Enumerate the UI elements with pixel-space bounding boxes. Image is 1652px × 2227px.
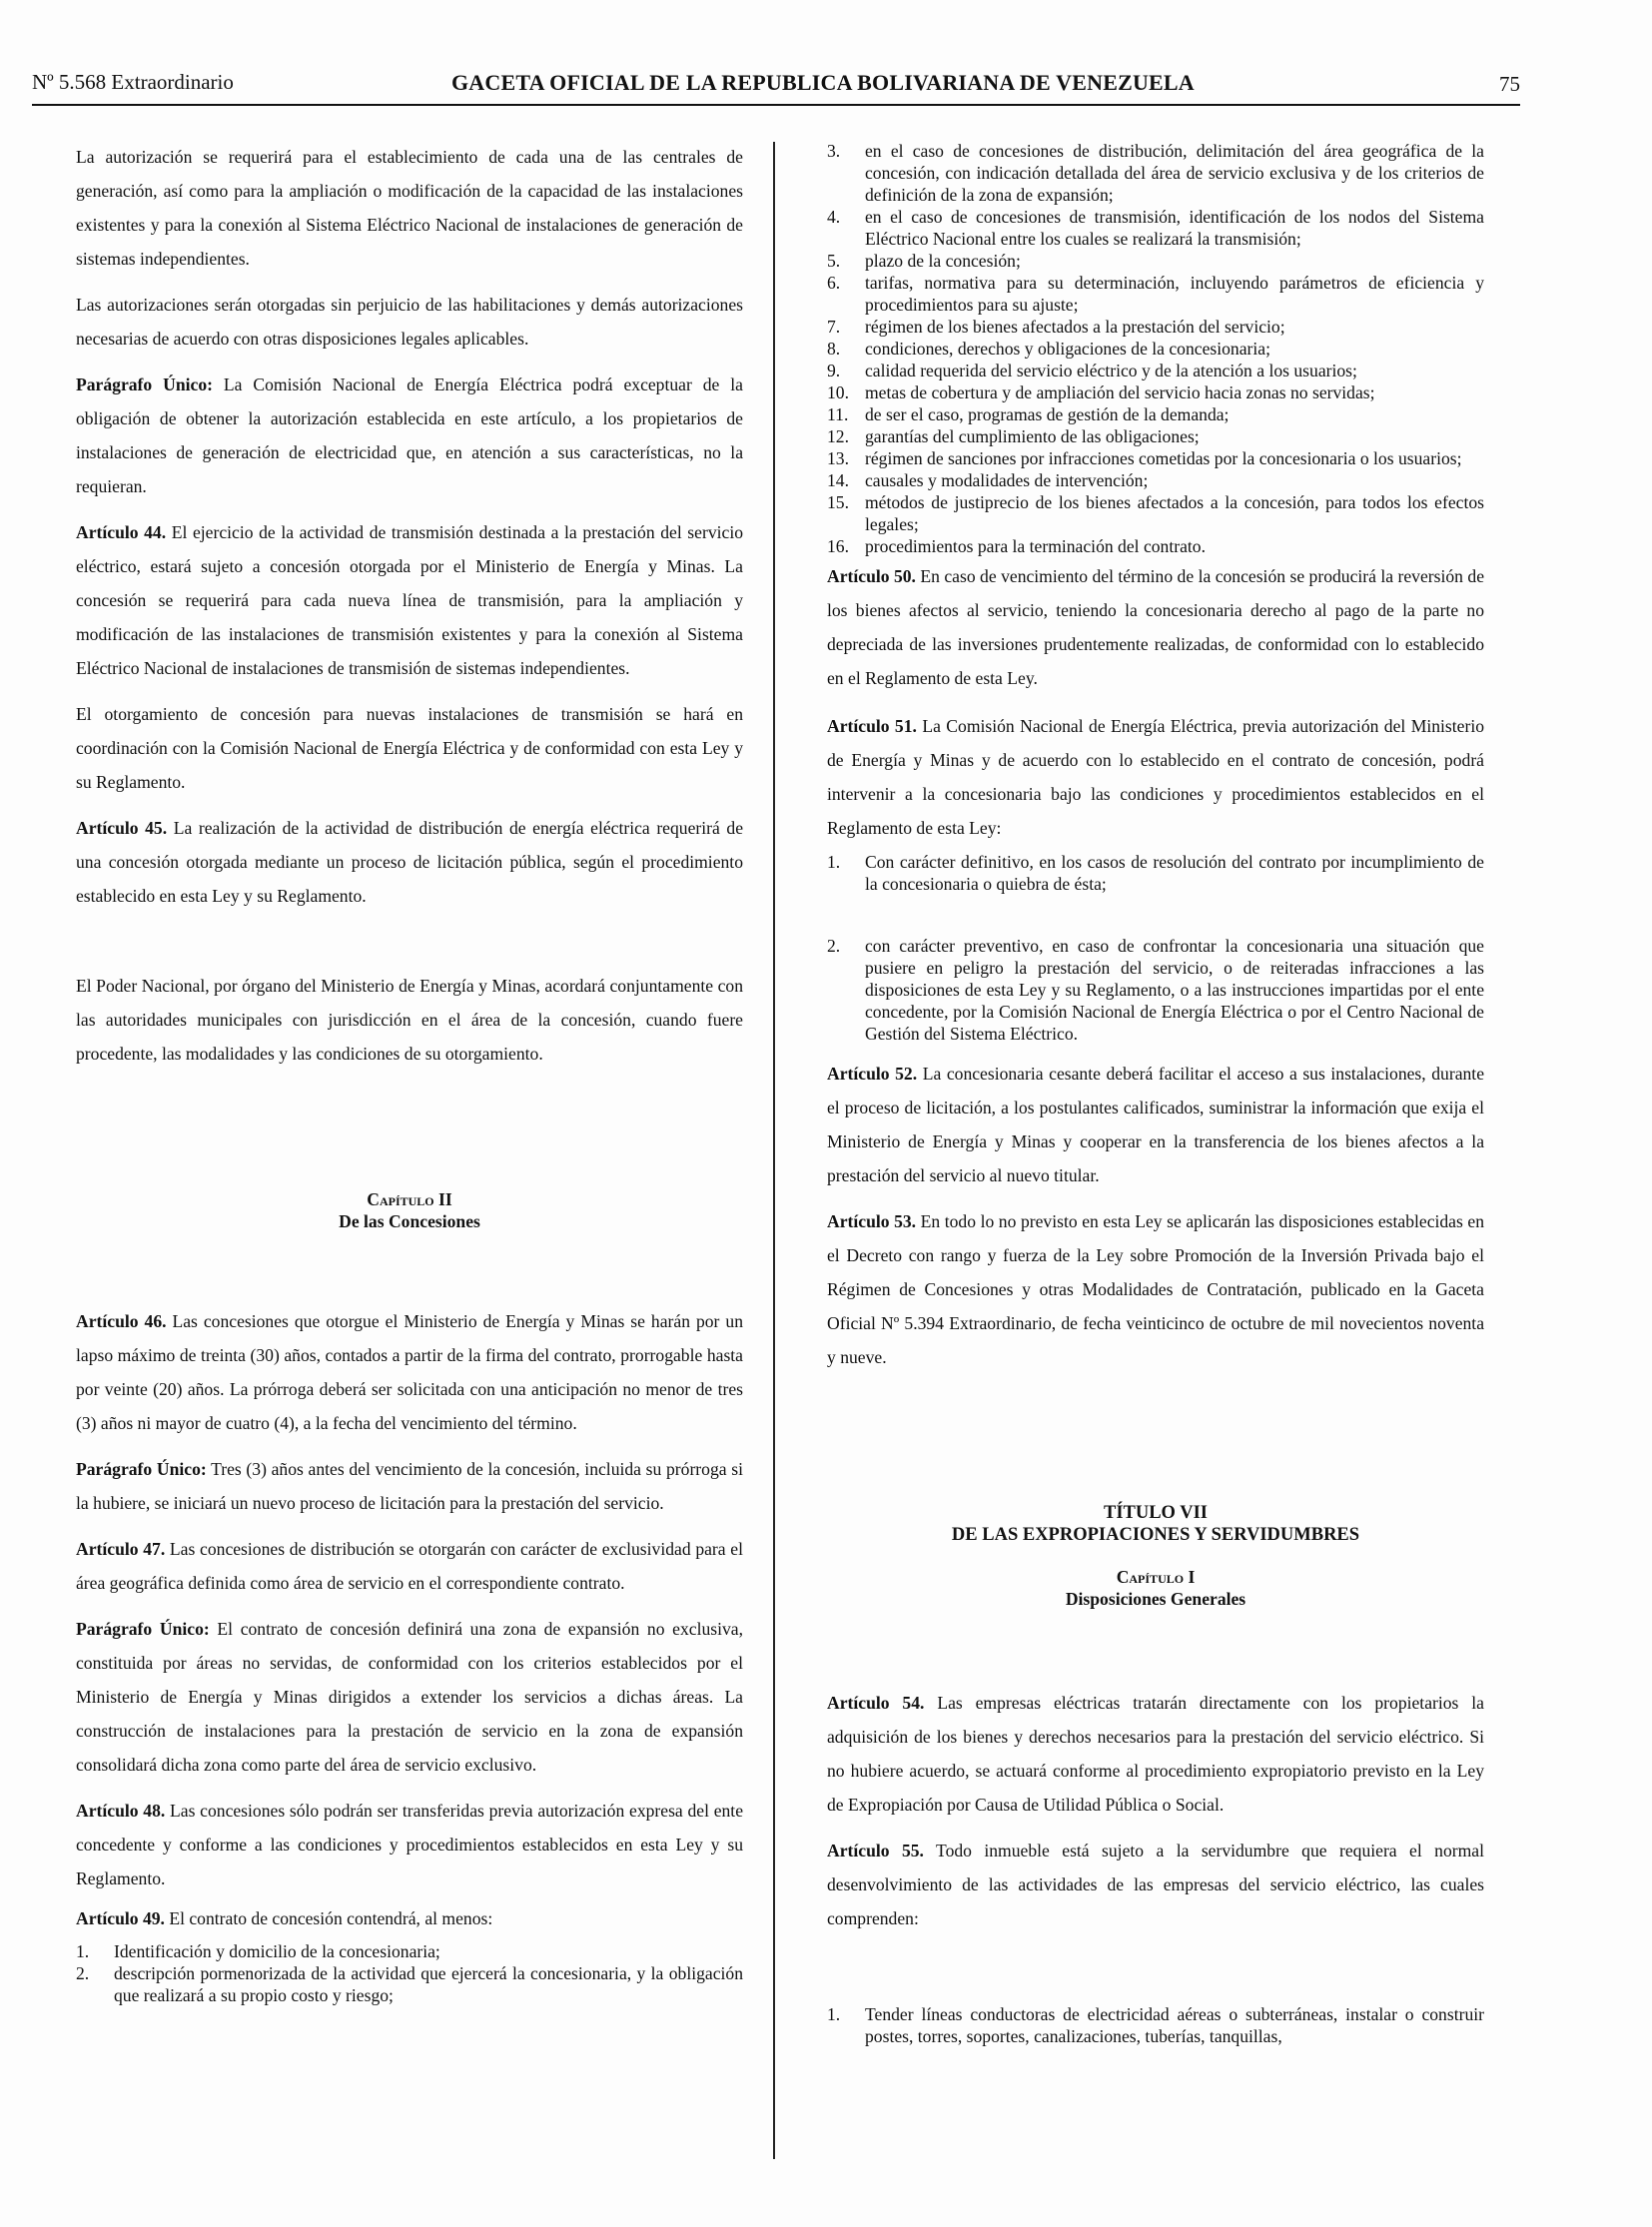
article-text: La concesionaria cesante deberá facilitar el acceso a sus instalaciones, durante el proceso de licitación, a los postulantes calificados, suministrar la información que exija el Ministerio de Energía y Minas y cooperar en la transferencia de los bienes afectos a la prestación del servicio al nuevo titular. [827, 1064, 1485, 1185]
article-text: Las concesiones que otorgue el Ministerio de Energía y Minas se harán por un lapso máximo de treinta (30) años, contados a partir de la firma del contrato, prorrogable hasta por veinte (20) años. La prórroga deberá ser solicitada con una anticipación no menor de tres (3) años ni mayor de cuatro (4), a la fecha del vencimiento del término. [76, 1311, 743, 1433]
article-51-list [827, 851, 1484, 1045]
list-item: 16. procedimientos para la terminación del contrato. [827, 536, 1206, 556]
paragraph-label: Parágrafo Único: [76, 374, 213, 394]
list-item: 3. en el caso de concesiones de distribución, delimitación del área geográfica de la concesión, con indicación detallada del área de servicio exclusiva y de los criterios de definición de la zona de expansión; [827, 141, 1484, 205]
article-53 [827, 1204, 1484, 1374]
article-label: Artículo 55. [827, 1841, 924, 1860]
list-item: 2. descripción pormenorizada de la actividad que ejercerá la concesionaria, y la obligación que realizará a su propio costo y riesgo; [76, 1962, 743, 2005]
article-text: Las empresas eléctricas tratarán directamente con los propietarios la adquisición de los bienes y derechos necesarios para la prestación del servicio eléctrico. Si no hubiere acuerdo, se actuará conforme al procedimiento expropiatorio previsto en la Ley de Expropiación por Causa de Utilidad Pública o Social. [827, 1693, 1484, 1815]
chapter-title: Disposiciones Generales [1065, 1589, 1246, 1609]
chapter-heading [827, 1566, 1484, 1610]
article-label: Artículo 51. [827, 716, 917, 736]
article-47 [76, 1532, 743, 1600]
article-text: En todo lo no previsto en esta Ley se aplicarán las disposiciones establecidas en el Decreto con rango y fuerza de la Ley sobre Promoción de la Inversión Privada bajo el Régimen de Concesiones y otras Modalidades de Contratación, publicado en la Gaceta Oficial Nº 5.394 Extraordinario, de fecha veinticinco de octubre de mil novecientos noventa y nueve. [827, 1211, 1484, 1367]
chapter-title: De las Concesiones [339, 1211, 480, 1231]
article-text: La Comisión Nacional de Energía Eléctrica, previa autorización del Ministerio de Energía y Minas y de acuerdo con lo establecido en el contrato de concesión, podrá intervenir a la concesionaria bajo las condiciones y procedimientos establecidos en el Reglamento de esta Ley: [827, 716, 1485, 838]
article-label: Artículo 50. [827, 566, 916, 586]
article-text: Todo inmueble está sujeto a la servidumbre que requiera el normal desenvolvimiento de las actividades de las empresas del servicio eléctrico, las cuales comprenden: [827, 1841, 1484, 1928]
issue-number: Nº 5.568 Extraordinario [32, 70, 234, 94]
paragraph: La autorización se requerirá para el establecimiento de cada una de las centrales de generación, así como para la ampliación o modificación de la capacidad de las instalaciones existentes y para la conexión al Sistema Eléctrico Nacional de instalaciones de generación de sistemas independientes. [76, 147, 743, 269]
paragraph-text: La Comisión Nacional de Energía Eléctrica podrá exceptuar de la obligación de obtener la autorización establecida en este artículo, a los propietarios de instalaciones de generación de electricidad que, en atención a sus características, no la requieran. [76, 374, 743, 496]
article-55-list [827, 2003, 1484, 2047]
chapter-number: Capítulo I [1116, 1567, 1196, 1587]
article-label: Artículo 48. [76, 1801, 166, 1821]
page-number: 75 [1499, 72, 1520, 96]
list-item: 12. garantías del cumplimiento de las obligaciones; [827, 426, 1200, 446]
article-54 [827, 1686, 1484, 1822]
list-item: 7. régimen de los bienes afectados a la prestación del servicio; [827, 317, 1285, 337]
list-item: 8. condiciones, derechos y obligaciones de la concesionaria; [827, 339, 1270, 359]
list-item: 6. tarifas, normativa para su determinación, incluyendo parámetros de eficiencia y procedimientos para su ajuste; [827, 273, 1484, 315]
article-55 [827, 1834, 1484, 1935]
article-49-list-continued [827, 140, 1484, 557]
title-number: TÍTULO VII [1103, 1503, 1209, 1523]
list-item: 1. Con carácter definitivo, en los casos de resolución del contrato por incumplimiento de la concesionaria o quiebra de ésta; [827, 852, 1484, 894]
article-label: Artículo 52. [827, 1064, 918, 1084]
paragraph-label: Parágrafo Único: [76, 1619, 210, 1639]
article-text: La realización de la actividad de distribución de energía eléctrica requerirá de una concesión otorgada mediante un proceso de licitación pública, según el procedimiento establecido en esta Ley y su Reglamento. [76, 818, 744, 906]
article-text: El ejercicio de la actividad de transmisión destinada a la prestación del servicio eléctrico, estará sujeto a concesión otorgada por el Ministerio de Energía y Minas. La concesión se requerirá para cada nueva línea de transmisión, para la ampliación y modificación de las instalaciones de transmisión existentes y para la conexión al Sistema Eléctrico Nacional de instalaciones de transmisión de sistemas independientes. [76, 522, 744, 678]
list-item: 5. plazo de la concesión; [827, 251, 1021, 271]
list-item: 14. causales y modalidades de intervención; [827, 470, 1149, 490]
list-item: 11. de ser el caso, programas de gestión de la demanda; [827, 404, 1230, 424]
paragraph: El Poder Nacional, por órgano del Ministerio de Energía y Minas, acordará conjuntamente con las autoridades municipales con jurisdicción en el área de la concesión, cuando fuere procedente, las modalidades y las condiciones de su otorgamiento. [76, 976, 743, 1064]
article-45 [76, 811, 743, 913]
article-text: En caso de vencimiento del término de la concesión se producirá la reversión de los bienes afectos al servicio, teniendo la concesionaria derecho al pago de la parte no depreciada de las inversiones prudentemente realizadas, de conformidad con lo establecido en el Reglamento de esta Ley. [827, 566, 1485, 688]
list-item: 10. metas de cobertura y de ampliación del servicio hacia zonas no servidas; [827, 382, 1375, 402]
list-item: 13. régimen de sanciones por infracciones cometidas por la concesionaria o los usuarios; [827, 448, 1462, 468]
article-label: Artículo 54. [827, 1693, 925, 1713]
article-text: El contrato de concesión contendrá, al menos: [164, 1908, 493, 1928]
list-item: 15. métodos de justiprecio de los bienes afectados a la concesión, para todos los efectos legales; [827, 492, 1484, 534]
paragraph [76, 368, 743, 503]
chapter-number: Capítulo II [367, 1189, 452, 1209]
article-44 [76, 515, 743, 685]
list-item: 1. Tender líneas conductoras de electricidad aéreas o subterráneas, instalar o construir postes, torres, soportes, canalizaciones, tuberías, tanquillas, [827, 2004, 1484, 2046]
article-label: Artículo 44. [76, 522, 167, 542]
list-item: 4. en el caso de concesiones de transmisión, identificación de los nodos del Sistema Eléctrico Nacional entre los cuales se realizará la transmisión; [827, 207, 1484, 249]
article-text: Las concesiones sólo podrán ser transferidas previa autorización expresa del ente concedente y conforme a las condiciones y procedimientos establecidos en esta Ley y su Reglamento. [76, 1801, 744, 1888]
list-item: 1. Identificación y domicilio de la concesionaria; [76, 1940, 440, 1961]
paragraph-text: Tres (3) años antes del vencimiento de la concesión, incluida su prórroga si la hubiere, se iniciará un nuevo proceso de licitación para la prestación del servicio. [76, 1459, 743, 1513]
article-label: Artículo 53. [827, 1211, 917, 1231]
paragraph: El otorgamiento de concesión para nuevas instalaciones de transmisión se hará en coordinación con la Comisión Nacional de Energía Eléctrica y de conformidad con esta Ley y su Reglamento. [76, 704, 743, 792]
article-label: Artículo 47. [76, 1539, 166, 1559]
article-46 [76, 1304, 743, 1440]
article-52 [827, 1057, 1484, 1192]
article-label: Artículo 45. [76, 818, 168, 838]
paragraph [76, 1452, 743, 1520]
title-heading [827, 1502, 1484, 1546]
gazette-title: GACETA OFICIAL DE LA REPUBLICA BOLIVARIANA DE VENEZUELA [451, 70, 1195, 95]
paragraph-label: Parágrafo Único: [76, 1459, 207, 1479]
article-label: Artículo 49. [76, 1908, 165, 1928]
chapter-heading [76, 1188, 743, 1232]
column-divider [773, 142, 775, 2159]
title-name: DE LAS EXPROPIACIONES Y SERVIDUMBRES [951, 1525, 1360, 1545]
article-50 [827, 559, 1484, 695]
list-item: 9. calidad requerida del servicio eléctrico y de la atención a los usuarios; [827, 361, 1357, 380]
paragraph [76, 1612, 743, 1782]
article-49-list [76, 1940, 743, 2006]
article-text: Las concesiones de distribución se otorgarán con carácter de exclusividad para el área geográfica definida como área de servicio en el correspondiente contrato. [76, 1539, 743, 1593]
right-column [827, 140, 1484, 2047]
paragraph: Las autorizaciones serán otorgadas sin perjuicio de las habilitaciones y demás autorizaciones necesarias de acuerdo con otras disposiciones legales aplicables. [76, 295, 743, 349]
gazette-header [32, 70, 1520, 106]
left-column [76, 140, 743, 2006]
list-item: 2. con carácter preventivo, en caso de confrontar la concesionaria una situación que pusiere en peligro la prestación del servicio, o de reiteradas infracciones a las disposiciones de esta Ley y su Reglamento, o a las instrucciones impartidas por el ente concedente, por la Comisión Nacional de Energía Eléctrica o por el Centro Nacional de Gestión del Sistema Eléctrico. [827, 936, 1484, 1044]
article-51 [827, 709, 1484, 845]
article-49 [76, 1907, 743, 1930]
paragraph-text: El contrato de concesión definirá una zona de expansión no exclusiva, constituida por áreas no servidas, de conformidad con los criterios establecidos por el Ministerio de Energía y Minas dirigidos a extender los servicios a dichas áreas. La construcción de instalaciones para la prestación de servicio en la zona de expansión consolidará dicha zona como parte del área de servicio exclusivo. [76, 1619, 744, 1775]
article-label: Artículo 46. [76, 1311, 167, 1331]
article-48 [76, 1794, 743, 1895]
